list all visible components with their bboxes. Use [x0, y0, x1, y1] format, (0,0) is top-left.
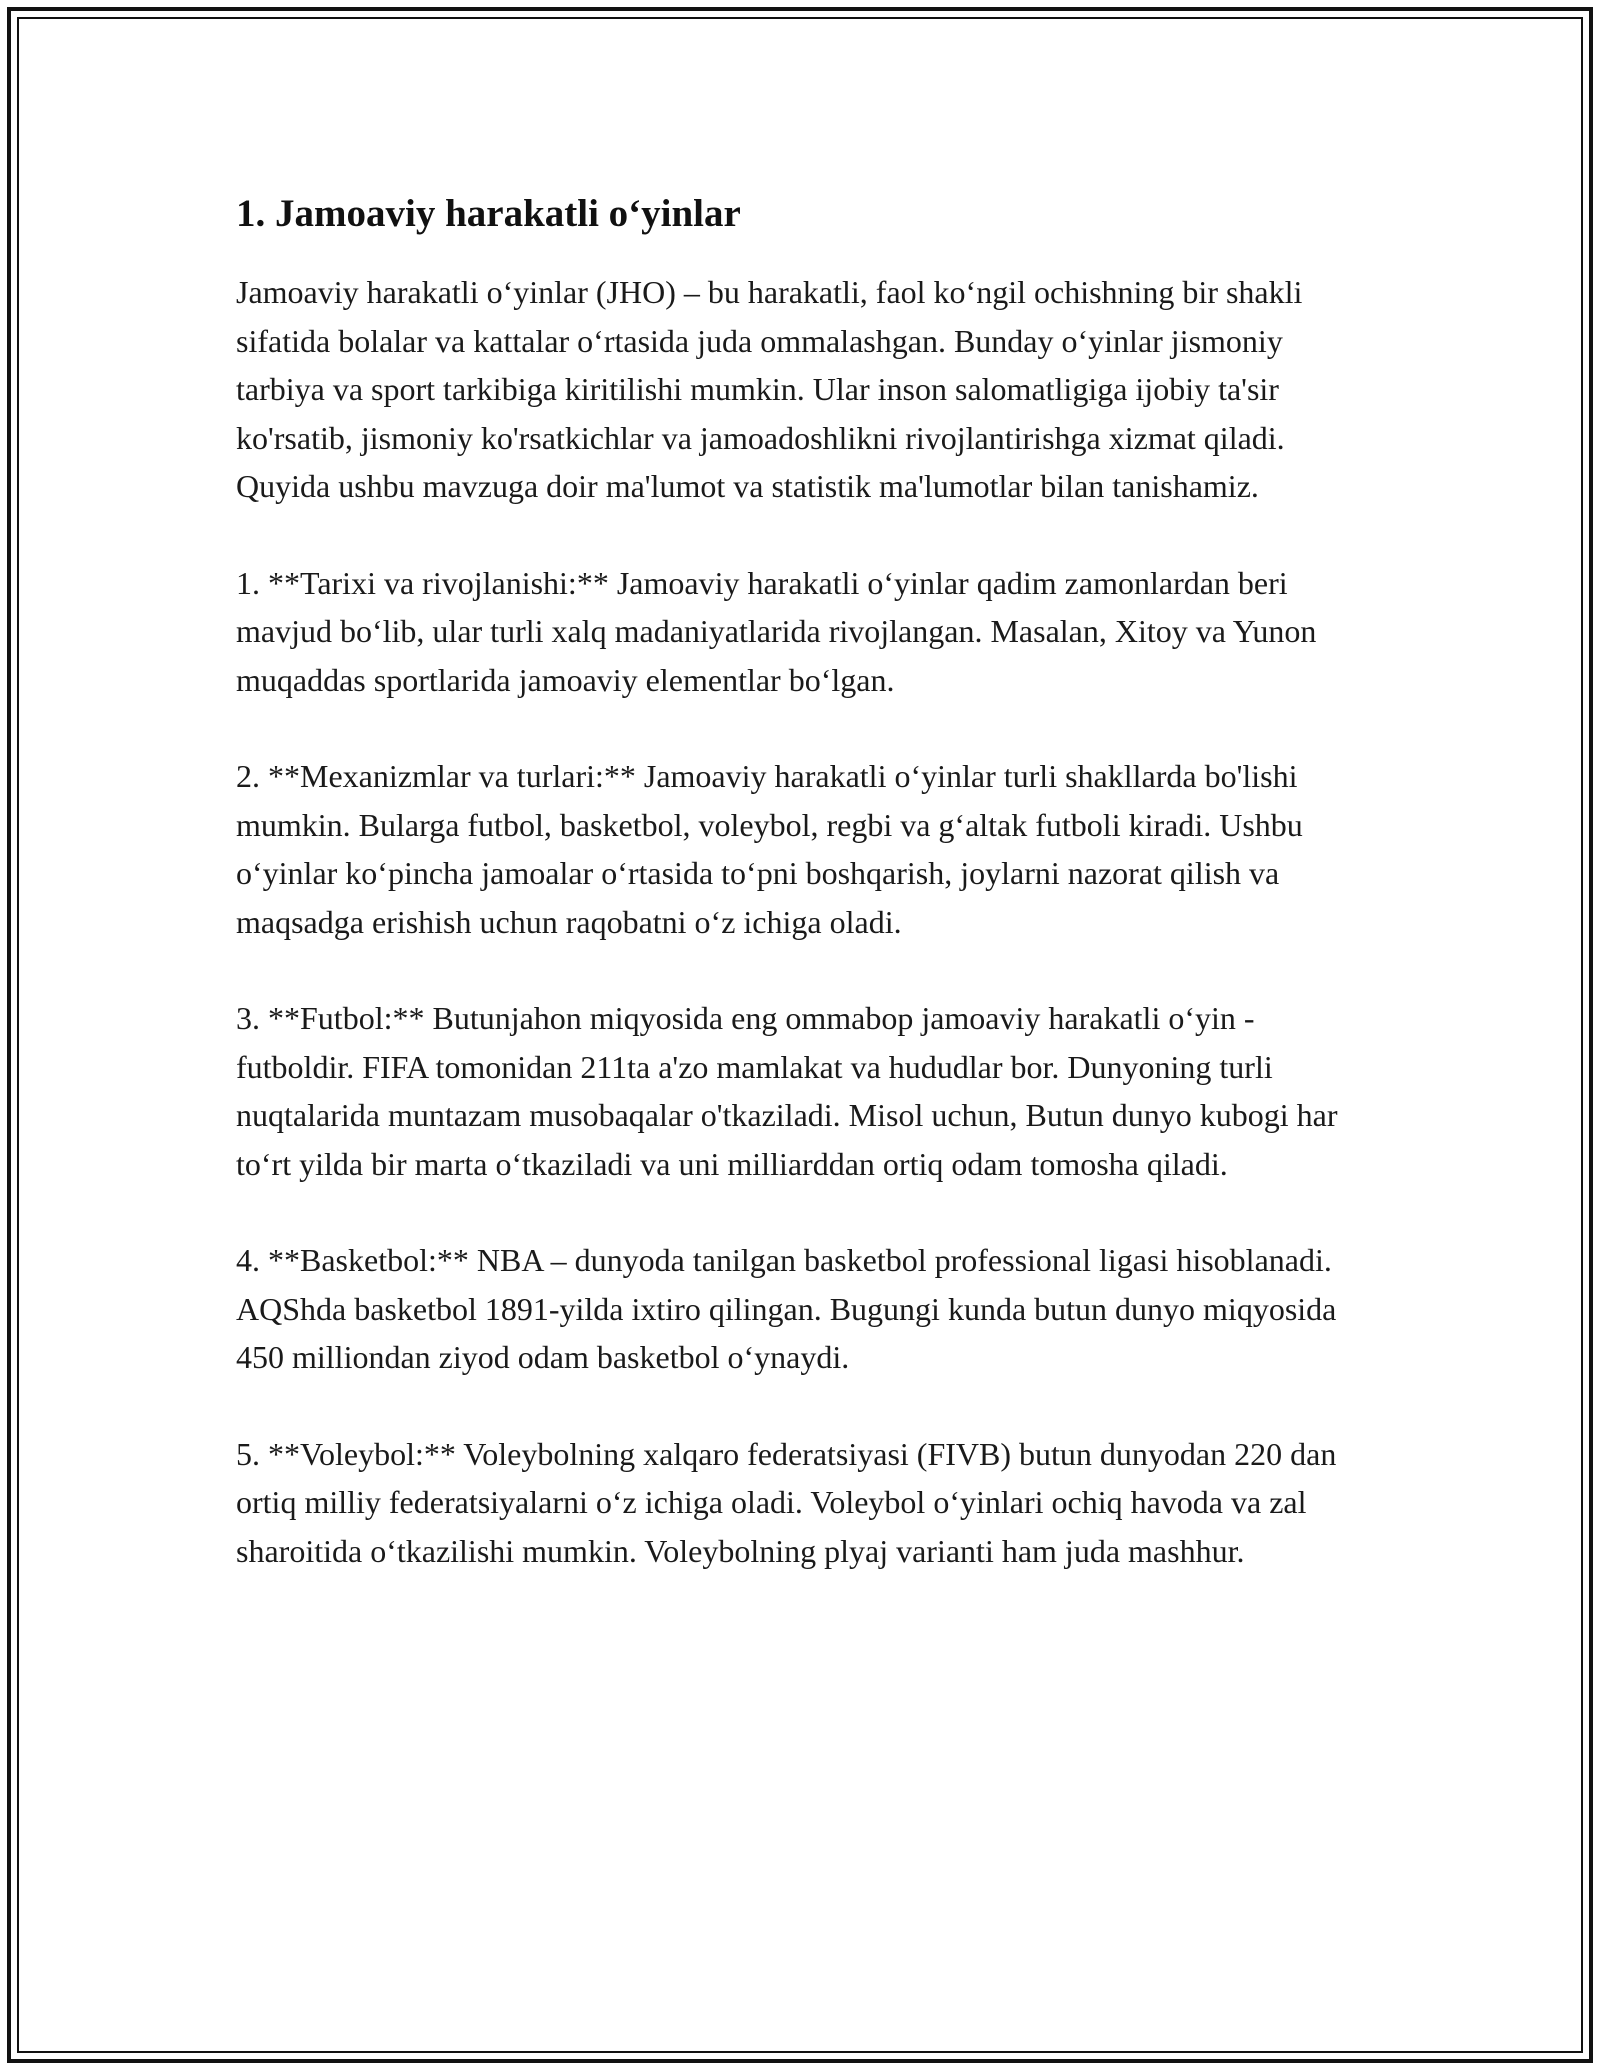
intro-paragraph: Jamoaviy harakatli o‘yinlar (JHO) – bu harakatli, faol ko‘ngil ochishning bir shakli sifatida bolalar va kattalar o‘rtasida juda ommalashgan. Bunday o‘yinlar jismoniy tarbiya va sport tarkibiga kiritilishi mumkin. Ular inson salomatligiga ijobiy ta'sir ko'rsatib, jismoniy ko'rsatkichlar va jamoadoshlikni rivojlantirishga xizmat qiladi. Quyida ushbu mavzuga doir ma'lumot va statistik ma'lumotlar bilan tanishamiz. [236, 274, 1303, 504]
types-paragraph: 2. **Mexanizmlar va turlari:** Jamoaviy harakatli o‘yinlar turli shakllarda bo'lishi mumkin. Bularga futbol, basketbol, voleybol, regbi va g‘altak futboli kiradi. Ushbu o‘yinlar ko‘pincha jamoalar o‘rtasida to‘pni boshqarish, joylarni nazorat qilish va maqsadga erishish uchun raqobatni o‘z ichiga oladi. [236, 758, 1303, 940]
volleyball-paragraph: 5. **Voleybol:** Voleybolning xalqaro federatsiyasi (FIVB) butun dunyodan 220 dan ortiq milliy federatsiyalarni o‘z ichiga oladi. Voleybol o‘yinlari ochiq havoda va zal sharoitida o‘tkazilishi mumkin. Voleybolning plyaj varianti ham juda mashhur. [236, 1435, 1337, 1569]
document-body [236, 186, 1376, 1623]
football-paragraph: 3. **Futbol:** Butunjahon miqyosida eng ommabop jamoaviy harakatli o‘yin - futboldir. FIFA tomonidan 211ta a'zo mamlakat va hududlar bor. Dunyoning turli nuqtalarida muntazam musobaqalar o'tkaziladi. Misol uchun, Butun dunyo kubogi har to‘rt yilda bir marta o‘tkaziladi va uni milliarddan ortiq odam tomosha qiladi. [236, 1000, 1338, 1182]
history-paragraph: 1. **Tarixi va rivojlanishi:** Jamoaviy harakatli o‘yinlar qadim zamonlardan beri mavjud bo‘lib, ular turli xalq madaniyatlarida rivojlangan. Masalan, Xitoy va Yunon muqaddas sportlarida jamoaviy elementlar bo‘lgan. [236, 564, 1317, 698]
basketball-paragraph: 4. **Basketbol:** NBA – dunyoda tanilgan basketbol professional ligasi hisoblanadi. AQShda basketbol 1891-yilda ixtiro qilingan. Bugungi kunda butun dunyo miqyosida 450 milliondan ziyod odam basketbol o‘ynaydi. [236, 1242, 1337, 1375]
section-title: 1. Jamoaviy harakatli o‘yinlar [236, 192, 741, 235]
